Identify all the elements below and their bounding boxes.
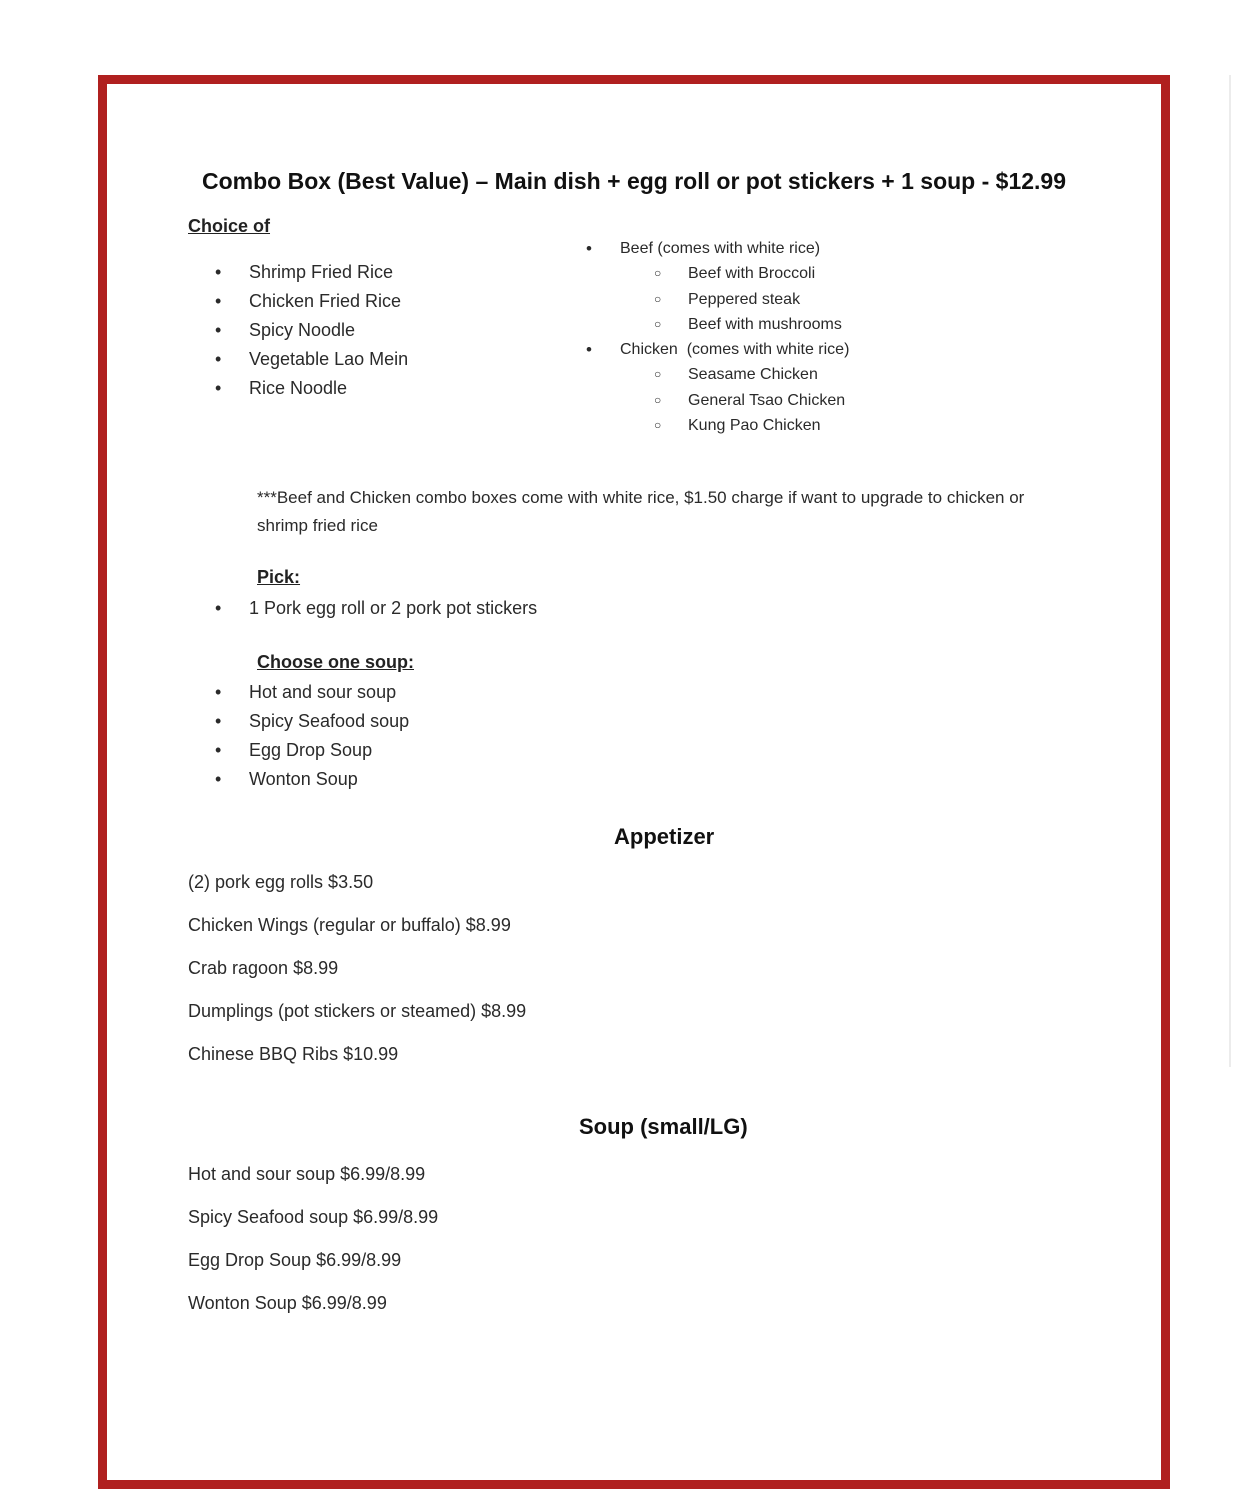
list-item: ○ Seasame Chicken [688, 362, 849, 387]
bullet-icon: • [215, 740, 222, 760]
bullet-icon: • [215, 711, 222, 731]
list-item: • Rice Noodle [249, 374, 408, 403]
appetizer-title: Appetizer [614, 824, 715, 849]
list-item: • Vegetable Lao Mein [249, 345, 408, 374]
list-item: ○ Peppered steak [688, 287, 849, 312]
pick-heading: Pick: [257, 567, 301, 587]
main-dish-list [215, 258, 409, 403]
list-item: • Chicken Fried Rice [249, 287, 408, 316]
circle-bullet-icon: ○ [654, 392, 662, 407]
list-item: • Spicy Noodle [249, 316, 408, 345]
circle-bullet-icon: ○ [654, 291, 662, 306]
list-item: Wonton Soup $6.99/8.99 [188, 1292, 387, 1313]
list-item: Crab ragoon $8.99 [188, 957, 339, 978]
bullet-icon: • [215, 291, 222, 311]
choice-heading: Choice of [188, 216, 271, 236]
soup-choice-heading: Choose one soup: [257, 652, 414, 672]
circle-bullet-icon: ○ [654, 316, 662, 331]
beef-heading: • Beef (comes with white rice) [620, 236, 849, 261]
circle-bullet-icon: ○ [654, 367, 662, 382]
circle-bullet-icon: ○ [654, 266, 662, 281]
chicken-heading: • Chicken (comes with white rice) [620, 337, 849, 362]
list-item: Dumplings (pot stickers or steamed) $8.99 [188, 1000, 527, 1021]
bullet-icon: • [215, 349, 222, 369]
list-item: • Hot and sour soup [249, 678, 409, 707]
circle-bullet-icon: ○ [654, 418, 662, 433]
bullet-icon: • [586, 239, 592, 258]
soup-list [188, 1153, 438, 1325]
list-item: ○ Beef with mushrooms [688, 312, 849, 337]
list-item: • 1 Pork egg roll or 2 pork pot stickers [249, 594, 537, 623]
list-item: ○ Beef with Broccoli [688, 261, 849, 286]
bullet-icon: • [586, 340, 592, 360]
list-item: (2) pork egg rolls $3.50 [188, 872, 374, 892]
appetizer-list [188, 861, 526, 1075]
bullet-icon: • [215, 598, 222, 618]
rice-upgrade-note: ***Beef and Chicken combo boxes come with white rice, $1.50 charge if want to upgrade to chicken or shrimp fried rice [257, 488, 1025, 535]
bullet-icon: • [215, 769, 222, 789]
list-item: Chinese BBQ Ribs $10.99 [188, 1043, 399, 1064]
soup-choice-list [215, 678, 410, 794]
list-item: Hot and sour soup $6.99/8.99 [188, 1164, 426, 1184]
bullet-icon: • [215, 682, 222, 702]
list-item: Spicy Seafood soup $6.99/8.99 [188, 1206, 439, 1227]
page-edge-line [1229, 75, 1231, 1067]
list-item: • Spicy Seafood soup [249, 707, 409, 736]
list-item: ○ Kung Pao Chicken [688, 413, 849, 438]
list-item: ○ General Tsao Chicken [688, 388, 849, 413]
combo-title: Combo Box (Best Value) – Main dish + egg roll or pot stickers + 1 soup - $12.99 [202, 168, 1067, 194]
bullet-icon: • [215, 378, 222, 398]
bullet-icon: • [215, 320, 222, 340]
list-item: • Shrimp Fried Rice [249, 258, 408, 287]
pick-list [215, 594, 538, 623]
list-item: • Egg Drop Soup [249, 736, 409, 765]
list-item: Chicken Wings (regular or buffalo) $8.99 [188, 914, 511, 935]
list-item: Egg Drop Soup $6.99/8.99 [188, 1249, 402, 1270]
list-item: • Wonton Soup [249, 765, 409, 794]
bullet-icon: • [215, 262, 222, 282]
soup-title: Soup (small/LG) [579, 1114, 748, 1139]
meat-dish-list [586, 236, 850, 438]
